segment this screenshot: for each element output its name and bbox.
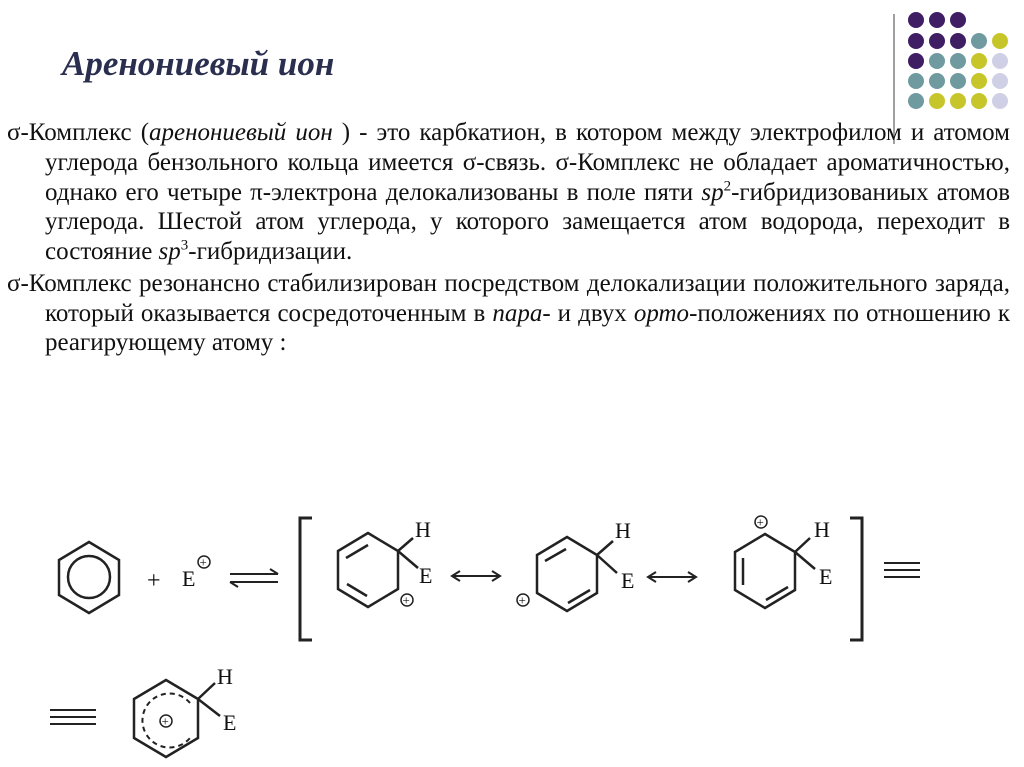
h-label-1: H <box>415 517 431 542</box>
reaction-scheme <box>0 500 1024 767</box>
svg-text:+: + <box>518 592 526 608</box>
resonance-structure-1 <box>338 533 418 608</box>
svg-text:+: + <box>161 713 169 729</box>
electrophile-label: E <box>182 566 196 591</box>
plus-sign: + <box>147 568 161 594</box>
identity-sign-2 <box>50 710 96 724</box>
e-label-1: E <box>419 563 433 588</box>
identity-sign-1 <box>884 563 920 577</box>
resonance-arrow-1 <box>452 571 500 581</box>
equilibrium-arrows <box>230 569 278 587</box>
left-bracket <box>300 518 312 640</box>
svg-text:+: + <box>402 592 410 608</box>
resonance-arrow-2 <box>648 572 696 582</box>
h-label-2: H <box>615 518 631 543</box>
e-label-3: E <box>819 564 833 589</box>
h-label-4: H <box>217 664 233 689</box>
body-text <box>7 118 1010 358</box>
delocalized-sigma-complex <box>134 680 220 757</box>
svg-text:+: + <box>756 514 764 530</box>
right-bracket <box>850 518 862 640</box>
paragraph-sigma-complex-definition: σ-Комплекс (аренониевый ион ) - это карбкатион, в котором между электрофилом и атомом углерода бензольного кольца имеется σ-связь. σ-Комплекс не обладает ароматичностью, однако его четыре π-электрона делокализованы в поле пяти $sp^2$-гибридизованиых атомов углерода. Шестой атом углерода, у которого замещается атом водорода, переходит в состояние $sp^3$-гибридизации. <box>7 119 1011 265</box>
resonance-structure-3 <box>735 515 815 609</box>
resonance-structure-2 <box>517 537 617 611</box>
benzene-molecule <box>59 542 119 613</box>
electrophile-charge <box>198 555 210 570</box>
svg-text:+: + <box>199 554 207 570</box>
paragraph-resonance-stabilization: σ-Комплекс резонансно стабилизирован посредством делокализации положительного заряда, который оказывается сосредоточенным в пара- и двух орто-положениях по отношению к реагирующему атому : <box>7 269 1011 357</box>
e-label-4: E <box>223 710 237 735</box>
h-label-3: H <box>814 517 830 542</box>
slide-title: Аренониевый ион <box>62 44 335 83</box>
e-label-2: E <box>621 568 635 593</box>
